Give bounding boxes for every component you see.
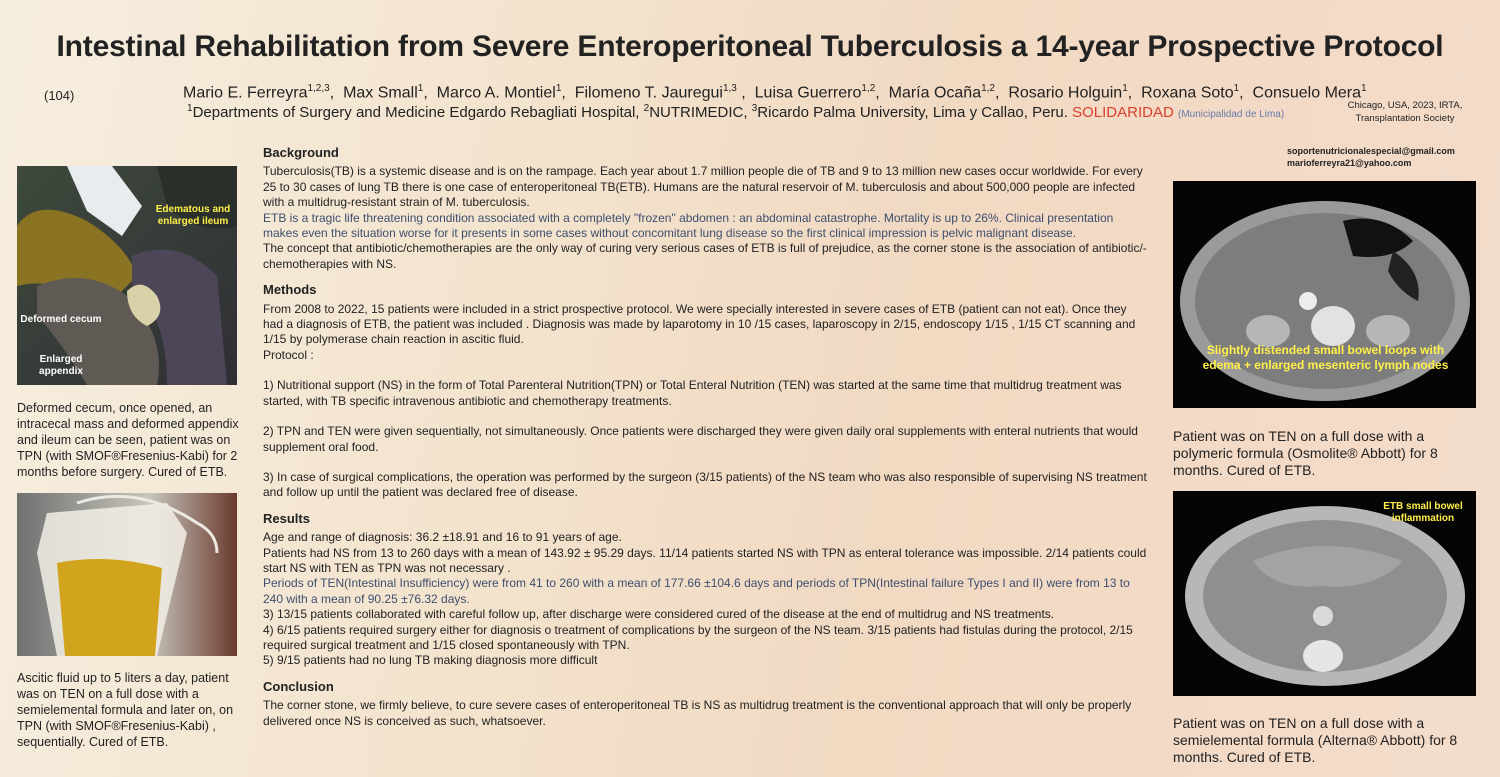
aff-sup: 2 — [643, 103, 650, 114]
author: Filomeno T. Jauregui — [574, 84, 723, 102]
protocol-item: 2) TPN and TEN were given sequentially, not simultaneously. Once patients were discharged they were given daily oral supplements with enteral nutrients that would supplement oral food. — [263, 424, 1138, 454]
author-sup: 1,2 — [861, 83, 876, 94]
affiliation: Departments of Surgery and Medicine Edgardo Rebagliati Hospital, — [192, 104, 640, 121]
enlarged-appendix-label: Enlarged appendix — [39, 354, 83, 377]
author-sup: 1 — [1361, 83, 1367, 94]
protocol-item: 3) In case of surgical complications, the operation was performed by the surgeon (3/15 patients) of the NS team who was also responsible of supervising NS treatment and follow up until the patient was declared free of disease. — [263, 469, 1147, 500]
venue-line: Chicago, USA, 2023, IRTA, — [1347, 100, 1463, 111]
main-text — [263, 145, 1149, 729]
email: soportenutricionalespecial@gmail.com — [1287, 146, 1455, 156]
results-item: 4) 6/15 patients required surgery either for diagnosis o treatment of complications by the surgeon of the NS team. 3/15 patients had fistulas during the protocol, 2/15 required surgical treatment and 1/15 closed spontaneously with TPN. — [263, 622, 1133, 652]
affiliation: NUTRIMEDIC, — [649, 104, 748, 121]
results-item: Age and range of diagnosis: 36.2 ±18.91 and 16 to 91 years of age. — [263, 530, 622, 545]
ct1-finding-label: Slightly distended small bowel loops with edema + enlarged mesenteric lymph nodes — [1202, 343, 1449, 372]
author: Mario E. Ferreyra — [183, 84, 308, 102]
contact-emails — [1287, 145, 1455, 169]
author: Marco A. Montiel — [436, 84, 556, 102]
affiliations — [187, 103, 1284, 121]
results-item: 5) 9/15 patients had no lung TB making diagnosis more difficult — [263, 653, 598, 668]
author-sup: 1,3 — [722, 83, 737, 94]
results-heading: Results — [263, 510, 310, 526]
email: marioferreyra21@yahoo.com — [1287, 158, 1412, 168]
author-sup: 1 — [417, 83, 424, 94]
author: Max Small — [343, 84, 418, 102]
author: Roxana Soto — [1141, 84, 1234, 102]
ct-scan-1 — [1173, 181, 1476, 408]
venue-line: Transplantation Society — [1355, 113, 1455, 124]
background-heading: Background — [263, 145, 339, 160]
right-caption-2: Patient was on TEN on a full dose with a semielemental formula (Alterna® Abbott) for 8 months. Cured of ETB. — [1173, 715, 1458, 765]
author-sup: 1,2 — [981, 83, 995, 94]
ascitic-fluid-bag-photo — [17, 493, 237, 656]
ascitic-fluid-bag-image — [17, 493, 237, 656]
author-sup: 1 — [555, 83, 562, 94]
solidaridad-label: SOLIDARIDAD — [1072, 104, 1174, 121]
poster-title: Intestinal Rehabilitation from Severe Enteroperitoneal Tuberculosis a 14-year Prospective Protocol — [56, 30, 1444, 63]
surgical-specimen-image — [17, 166, 237, 385]
surgical-specimen-photo — [17, 166, 237, 385]
methods-paragraph: From 2008 to 2022, 15 patients were included in a strict prospective protocol. We were specially interested in severe cases of ETB (patient can not eat). Once they had a diagnosis of ETB, the patient was included . Diagnosis was made by laparotomy in 10 /15 cases, laparoscopy in 2/15, endoscopy 1/15 , 1/15 CT scanning and 1/15 by polymerase chain reaction in ascitic fluid. — [263, 301, 1136, 347]
author: Consuelo Mera — [1252, 84, 1362, 102]
author-sup: 1 — [1233, 83, 1240, 94]
author-list: Mario E. Ferreyra$^{1,2,3}$, Max Small$^1$, Marco A. Montiel$^1$, Filomeno T. Jauregui$^{1,3}$ , Luisa Guerrero$^{1,2}$, María Ocaña$^{1,2}$, Rosario Holguin$^1$, Roxana Soto$^1$, Consuelo Mera$^1$ — [183, 83, 1367, 102]
author: Luisa Guerrero — [754, 84, 862, 102]
results-item: Periods of TEN(Intestinal Insufficiency) were from 41 to 260 with a mean of 177.66 ±104.6 days and periods of TPN(Intestinal failure Types I and II) were from 13 to 240 with a mean of 90.25 ±76.32 days. — [263, 576, 1130, 606]
author-sup: 1,2,3 — [307, 83, 330, 94]
author-sup: 1 — [1122, 83, 1128, 94]
right-caption-1: Patient was on TEN on a full dose with a polymeric formula (Osmolite® Abbott) for 8 months. Cured of ETB. — [1173, 428, 1438, 478]
municipalidad-label: (Municipalidad de Lima) — [1178, 109, 1285, 120]
results-item: Patients had NS from 13 to 260 days with a mean of 143.92 ± 95.29 days. 11/14 patients started NS with TPN as enteral tolerance was impossible. 2/14 patients could start NS with TEN as TPN was not necessary . — [263, 545, 1147, 575]
ct-scan-1-image — [1173, 181, 1476, 408]
author: Rosario Holguin — [1008, 84, 1123, 102]
results-item: 3) 13/15 patients collaborated with careful follow up, after discharge were considered cured of the disease at the end of multidrug and NS treatments. — [263, 607, 1055, 622]
left-caption-2: Ascitic fluid up to 5 liters a day, patient was on TEN on a full dose with a semielemental formula and later on, on TPN (with SMOF®Fresenius-Kabi) , sequentially. Cured of ETB. — [17, 671, 234, 749]
author: María Ocaña — [888, 84, 982, 102]
background-paragraph: The concept that antibiotic/chemotherapies are the only way of curing very serious cases of ETB is full of prejudice, as the corner stone is the association of antibiotic/-chemotherapies with NS. — [263, 241, 1147, 271]
poster-number: (104) — [44, 88, 75, 103]
edematous-ileum-label: Edematous and enlarged ileum — [155, 204, 231, 227]
protocol-label: Protocol : — [263, 347, 314, 362]
conclusion-heading: Conclusion — [263, 678, 334, 694]
protocol-item: 1) Nutritional support (NS) in the form of Total Parenteral Nutrition(TPN) or Total Enteral Nutrition (TEN) was started at the same time that multidrug treatment was started, with TB specific intravenous antibiotic and chemotherapy treatments. — [263, 378, 1122, 408]
conclusion-paragraph: The corner stone, we firmly believe, to cure severe cases of enteroperitoneal TB is NS as multidrug treatment is the conventional approach that will only be properly delivered once NS is conceived as such, whatsoever. — [263, 698, 1132, 728]
aff-sup: 3 — [751, 103, 758, 114]
aff-sup: 1 — [187, 103, 193, 114]
affiliation: Ricardo Palma University, Lima y Callao, Peru. — [757, 104, 1068, 121]
venue — [1330, 99, 1480, 125]
ct-scan-2 — [1173, 491, 1476, 696]
methods-heading: Methods — [263, 282, 317, 298]
left-caption-1: Deformed cecum, once opened, an intracecal mass and deformed appendix and ileum can be seen, patient was on TPN (with SMOF®Fresenius-Kabi) for 2 months before surgery. Cured of ETB. — [17, 401, 239, 479]
ct2-finding-label: ETB small bowel inflammation — [1383, 501, 1463, 524]
background-paragraph: ETB is a tragic life threatening condition associated with a completely "frozen" abdomen : an abdominal catastrophe. Mortality is up to 26%. Clinical presentation makes even the situation worse for it presents in some cases without concomitant lung disease so the first clinical impression is pelvic malignant disease. — [263, 210, 1114, 241]
deformed-cecum-label: Deformed cecum — [20, 314, 102, 325]
background-paragraph: Tuberculosis(TB) is a systemic disease and is on the rampage. Each year about 1.7 million people die of TB and 9 to 13 million new cases occur worldwide. For every 25 to 30 cases of lung TB there is one case of enteroperitoneal TB(ETB). Humans are the natural reservoir of M. tuberculosis and about 500,000 people are infected with a multidrug-resistant strain of M. tuberculosis. — [263, 164, 1143, 210]
